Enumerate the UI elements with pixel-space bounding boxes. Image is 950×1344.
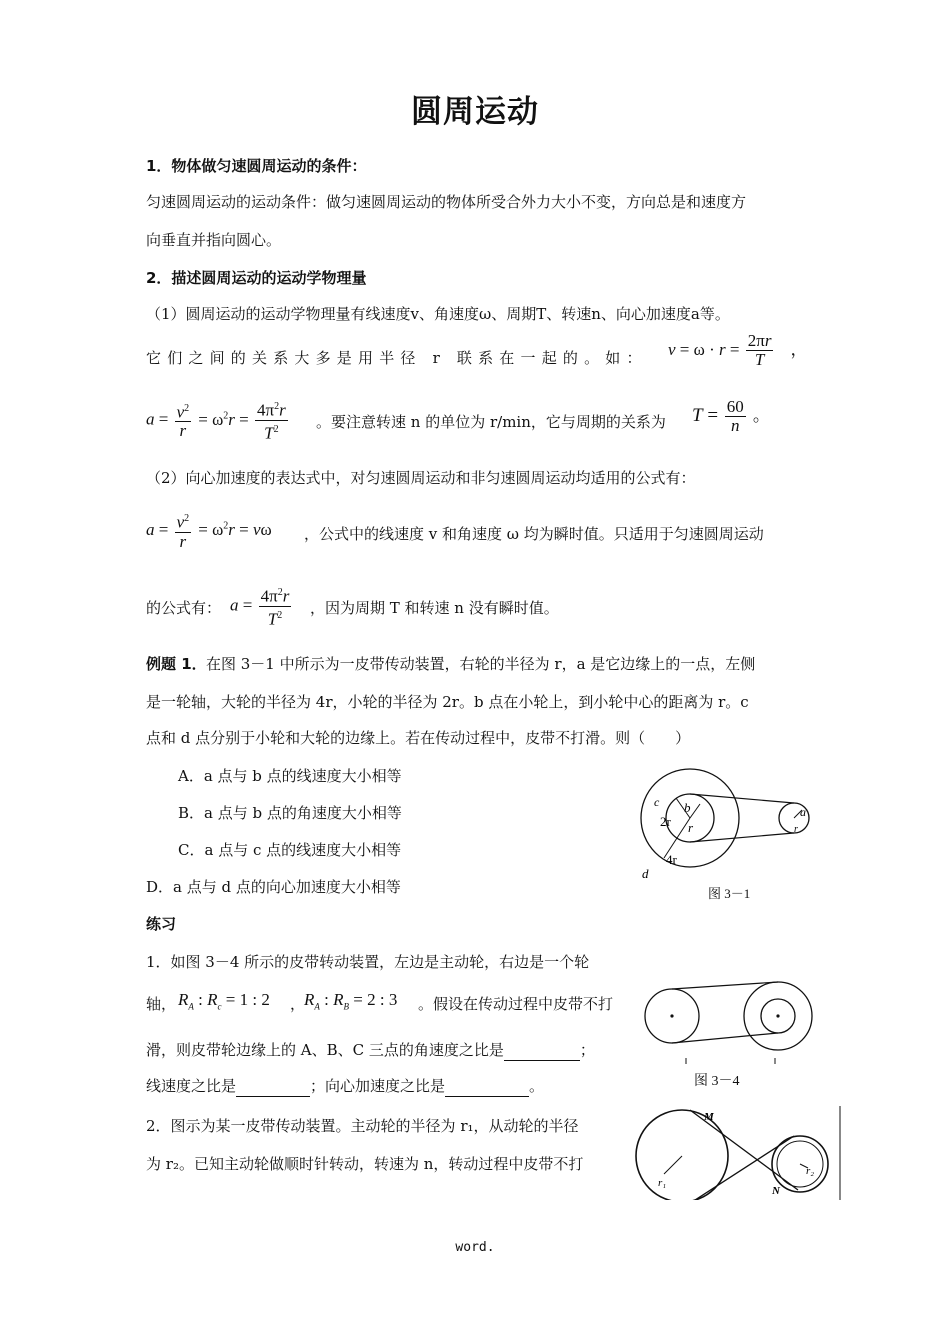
equation-acceleration: a = $\frac{v^2}{r}$ = $\omega^2r$ = $\frac{4\pi^2r}{T^2}$	[146, 398, 290, 442]
footer: word.	[455, 1240, 495, 1255]
section-1-line-2: 向垂直并指向圆心。	[146, 231, 282, 249]
section-2-para-6-tail: ，因为周期 T 和转速 n 没有瞬时值。	[310, 599, 559, 617]
section-2-para-6: 的公式有：	[146, 599, 222, 617]
label-d: d	[642, 866, 649, 881]
page-title: 圆周运动	[411, 94, 539, 130]
equation-uniform-acceleration: a = $\frac{4\pi^2r}{T^2}$	[230, 584, 293, 628]
practice-q2-line-2: 为 r₂。已知主动轮做顺时针转动，转速为 n，转动过程中皮带不打	[146, 1155, 584, 1173]
practice-q1-ratio-2: $R_A$ : $R_B = 2$ : 3	[304, 990, 398, 1012]
practice-q1-ratio-1: $R_A$ : $R_c = 1$ : 2	[178, 990, 270, 1012]
practice-heading: 练习	[146, 915, 177, 933]
example-1-line-1: 在图 3－1 中所示为一皮带传动装置，右轮的半径为 r，a 是它边缘上的一点，左侧	[206, 655, 756, 673]
practice-q1-comma: ，	[290, 995, 306, 1013]
label-a: a	[800, 805, 806, 819]
label-r-right: r	[794, 824, 798, 835]
practice-q1-line-2-post: 。假设在传动过程中皮带不打	[418, 995, 614, 1013]
practice-q1-line-3: 滑，则皮带轮边缘上的 A、B、C 三点的角速度之比是 ；	[146, 1041, 595, 1059]
equation-period: T = $\frac{60}{n}$ 。	[692, 397, 770, 435]
example-1-line-2: 是一轮轴，大轮的半径为 4r，小轮的半径为 2r。b 点在小轮上，到小轮中心的距离为 r。c	[146, 693, 749, 711]
label-b: b	[684, 800, 691, 815]
section-1-heading: 1．物体做匀速圆周运动的条件：	[146, 157, 367, 175]
example-1-option-a: A．a 点与 b 点的线速度大小相等	[178, 767, 402, 785]
answer-blank-angular[interactable]	[504, 1040, 580, 1061]
label-c: c	[654, 795, 660, 809]
section-2-para-4: （2）向心加速度的表达式中，对匀速圆周运动和非匀速圆周运动均适用的公式有：	[146, 469, 696, 487]
label-2r: 2r	[660, 814, 671, 829]
label-r1: r₁	[658, 1177, 667, 1189]
example-1-line-3: 点和 d 点分别于小轮和大轮的边缘上。若在传动过程中，皮带不打滑。则（ ）	[146, 729, 691, 747]
figure-3-1-caption: 图 3－1	[708, 886, 751, 901]
figure-3-1-belt-drive	[620, 760, 820, 890]
answer-blank-linear[interactable]	[236, 1076, 310, 1097]
example-1-option-b: B．a 点与 b 点的角速度大小相等	[178, 804, 402, 822]
label-n: N	[772, 1185, 780, 1197]
section-2-para-1: （1）圆周运动的运动学物理量有线速度v、角速度ω、周期T、转速n、向心加速度a等。	[146, 305, 730, 323]
practice-q1-line-4: 线速度之比是 ；向心加速度之比是 。	[146, 1077, 545, 1095]
answer-blank-centripetal[interactable]	[445, 1076, 529, 1097]
figure-3-4-caption: 图 3－4	[694, 1074, 740, 1089]
example-1-option-c: C．a 点与 c 点的线速度大小相等	[178, 841, 402, 859]
figure-crossed-belt	[630, 1106, 842, 1200]
label-r-small: r	[688, 820, 694, 835]
section-2-para-2: 它们之间的关系大多是用半径 r 联系在一起的。如：	[146, 349, 648, 367]
section-2-heading: 2．描述圆周运动的运动学物理量	[146, 269, 367, 287]
equation-velocity: v = ω · r = $\frac{2\pi r}{T}$ ，	[668, 331, 808, 369]
label-r2: r₂	[806, 1165, 815, 1177]
example-1-label: 例题 1．	[146, 655, 207, 673]
practice-q1-line-1: 1．如图 3－4 所示的皮带转动装置，左边是主动轮，右边是一个轮	[146, 953, 590, 971]
label-m: M	[704, 1111, 714, 1123]
practice-q2-line-1: 2．图示为某一皮带传动装置。主动轮的半径为 r₁，从动轮的半径	[146, 1117, 579, 1135]
practice-q1-line-2-pre: 轴，	[146, 995, 177, 1013]
section-2-para-3: 。要注意转速 n 的单位为 r/min，它与周期的关系为	[316, 413, 666, 431]
section-2-para-5: ，公式中的线速度 v 和角速度 ω 均为瞬时值。只适用于匀速圆周运动	[304, 525, 764, 543]
figure-3-4-belt-drive	[640, 978, 825, 1064]
example-1-option-d: D．a 点与 d 点的向心加速度大小相等	[146, 878, 401, 896]
section-1-line-1: 匀速圆周运动的运动条件：做匀速圆周运动的物体所受合外力大小不变，方向总是和速度方	[146, 193, 747, 211]
equation-general-acceleration: a = $\frac{v^2}{r}$ = $\omega^2r = v\omega$	[146, 510, 272, 551]
label-4r: 4r	[666, 852, 677, 867]
